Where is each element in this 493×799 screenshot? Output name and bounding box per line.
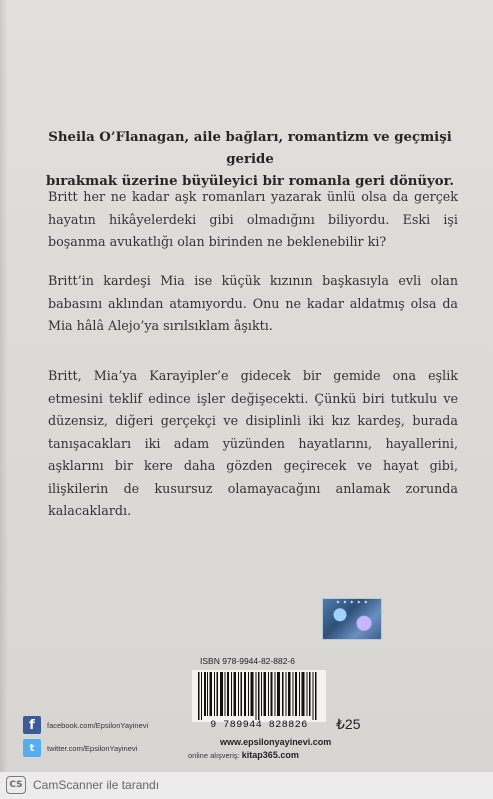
- facebook-url: facebook.com/EpsilonYayinevi: [47, 720, 149, 730]
- barcode: [192, 670, 326, 722]
- intro-blurb: [44, 127, 456, 193]
- online-shop-site: kitap365.com: [241, 750, 299, 760]
- online-shop: [188, 750, 299, 760]
- camscanner-text: CamScanner ile tarandı: [33, 778, 160, 792]
- paragraph-1: Britt her ne kadar aşk romanları yazarak ünlü olsa da gerçek hayatın hikâyelerdeki gibi olmadığını biliyordu. Eski işi boşanma avukatlığı olan birinden ne beklenebilir ki?: [48, 189, 458, 249]
- facebook-row: [23, 716, 148, 734]
- paragraph-2: Britt’in kardeşi Mia ise küçük kızının başkasıyla evli olan babasını aklından atamıyordu. Onu ne kadar aldatmış olsa da Mia hâlâ Alejo’ya sırılsıklam âşıktı.: [48, 273, 458, 333]
- twitter-row: [23, 739, 137, 757]
- isbn-label: ISBN 978-9944-82-882-6: [200, 656, 295, 666]
- price-label: ₺25: [336, 716, 361, 732]
- cover-edge-shadow: [0, 0, 8, 772]
- barcode-number: 9 789944 828826: [210, 720, 308, 731]
- camscanner-logo: CS: [6, 776, 26, 794]
- online-shop-label: online alışveriş:: [188, 751, 240, 760]
- barcode-bars: [198, 672, 320, 720]
- facebook-icon: f: [23, 716, 41, 734]
- intro-line-2: bırakmak üzerine büyüleyici bir romanla geri dönüyor.: [45, 174, 455, 189]
- publisher-website: www.epsilonyayinevi.com: [220, 737, 332, 747]
- twitter-icon: t: [23, 739, 41, 757]
- intro-line-1: Sheila O’Flanagan, aile bağları, romantizm ve geçmişi geride: [48, 130, 452, 167]
- paragraph-3: Britt, Mia’ya Karayipler’e gidecek bir gemide ona eşlik etmesini teklif edince işler değişecekti. Çünkü biri tutkulu ve düzensiz, diğeri gerçekçi ve disiplinli iki kız kardeş, burada tanışacakları iki adam yüzünden hayatlarını, hayallerini, aşklarını bir kere daha gözden geçirecek ve hayat gibi, ilişkilerin de kusursuz olamayacağını anlamak zorunda kalacaklardı.: [48, 368, 458, 518]
- camscanner-footer: [0, 772, 493, 799]
- twitter-url: twitter.com/EpsilonYayinevi: [47, 743, 138, 753]
- hologram-pattern: ✦ ✦ ✦ ✦ ✦: [335, 600, 369, 606]
- hologram-sticker: [322, 598, 382, 640]
